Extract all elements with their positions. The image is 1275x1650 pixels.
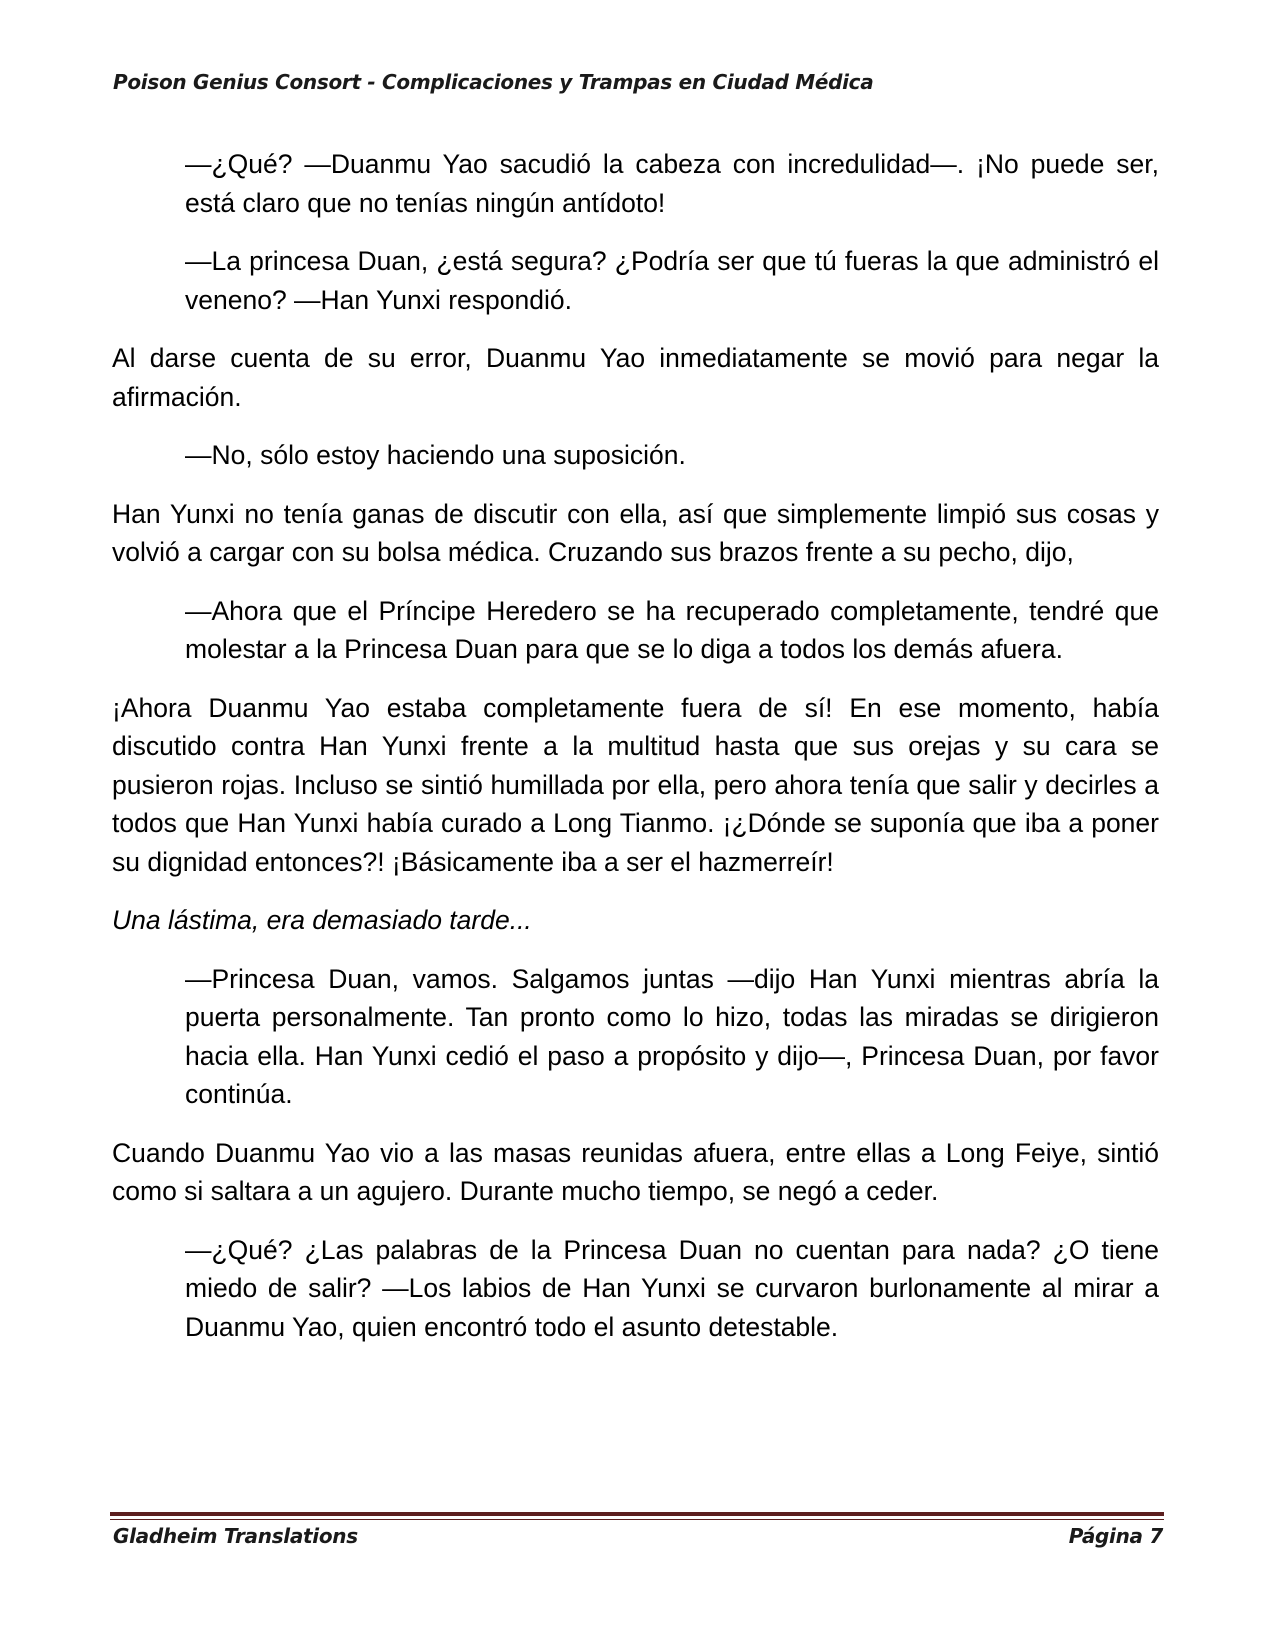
paragraph-3: Al darse cuenta de su error, Duanmu Yao inmediatamente se movió para negar la afirmación. [112, 343, 1159, 412]
paragraph-6: —Ahora que el Príncipe Heredero se ha recuperado completamente, tendré que molestar a la Princesa Duan para que se lo diga a todos los demás afuera. [185, 595, 1159, 664]
paragraph-7: ¡Ahora Duanmu Yao estaba completamente fuera de sí! En ese momento, había discutido contra Han Yunxi frente a la multitud hasta que sus orejas y su cara se pusieron rojas. Incluso se sintió humillada por ella, pero ahora tenía que salir y decirles a todos que Han Yunxi había curado a Long Tianmo. ¡¿Dónde se suponía que iba a poner su dignidad entonces?! ¡Básicamente iba a ser el hazmerreír! [112, 692, 1159, 877]
page-body [112, 145, 1159, 1366]
paragraph-2: —La princesa Duan, ¿está segura? ¿Podría ser que tú fueras la que administró el veneno? —Han Yunxi respondió. [185, 246, 1159, 315]
paragraph-9: —Princesa Duan, vamos. Salgamos juntas —dijo Han Yunxi mientras abría la puerta personalmente. Tan pronto como lo hizo, todas las miradas se dirigieron hacia ella. Han Yunxi cedió el paso a propósito y dijo—, Princesa Duan, por favor continúa. [185, 963, 1159, 1109]
footer-publisher: Gladheim Translations [113, 1524, 358, 1548]
paragraph-8: Una lástima, era demasiado tarde... [112, 905, 532, 935]
page-header-title: Poison Genius Consort - Complicaciones y Trampas en Ciudad Médica [113, 70, 874, 94]
paragraph-5: Han Yunxi no tenía ganas de discutir con ella, así que simplemente limpió sus cosas y volvió a cargar con su bolsa médica. Cruzando sus brazos frente a su pecho, dijo, [112, 498, 1159, 567]
paragraph-4: —No, sólo estoy haciendo una suposición. [185, 440, 686, 470]
paragraph-1: —¿Qué? —Duanmu Yao sacudió la cabeza con incredulidad—. ¡No puede ser, está claro que no tenías ningún antídoto! [185, 149, 1159, 218]
paragraph-11: —¿Qué? ¿Las palabras de la Princesa Duan no cuentan para nada? ¿O tiene miedo de salir? —Los labios de Han Yunxi se curvaron burlonamente al mirar a Duanmu Yao, quien encontró todo el asunto detestable. [185, 1234, 1159, 1342]
footer-rule-thin [110, 1519, 1164, 1520]
footer-page-number: Página 7 [1068, 1524, 1163, 1548]
footer-rule [110, 1512, 1164, 1516]
paragraph-10: Cuando Duanmu Yao vio a las masas reunidas afuera, entre ellas a Long Feiye, sintió como si saltara a un agujero. Durante mucho tiempo, se negó a ceder. [112, 1137, 1159, 1206]
